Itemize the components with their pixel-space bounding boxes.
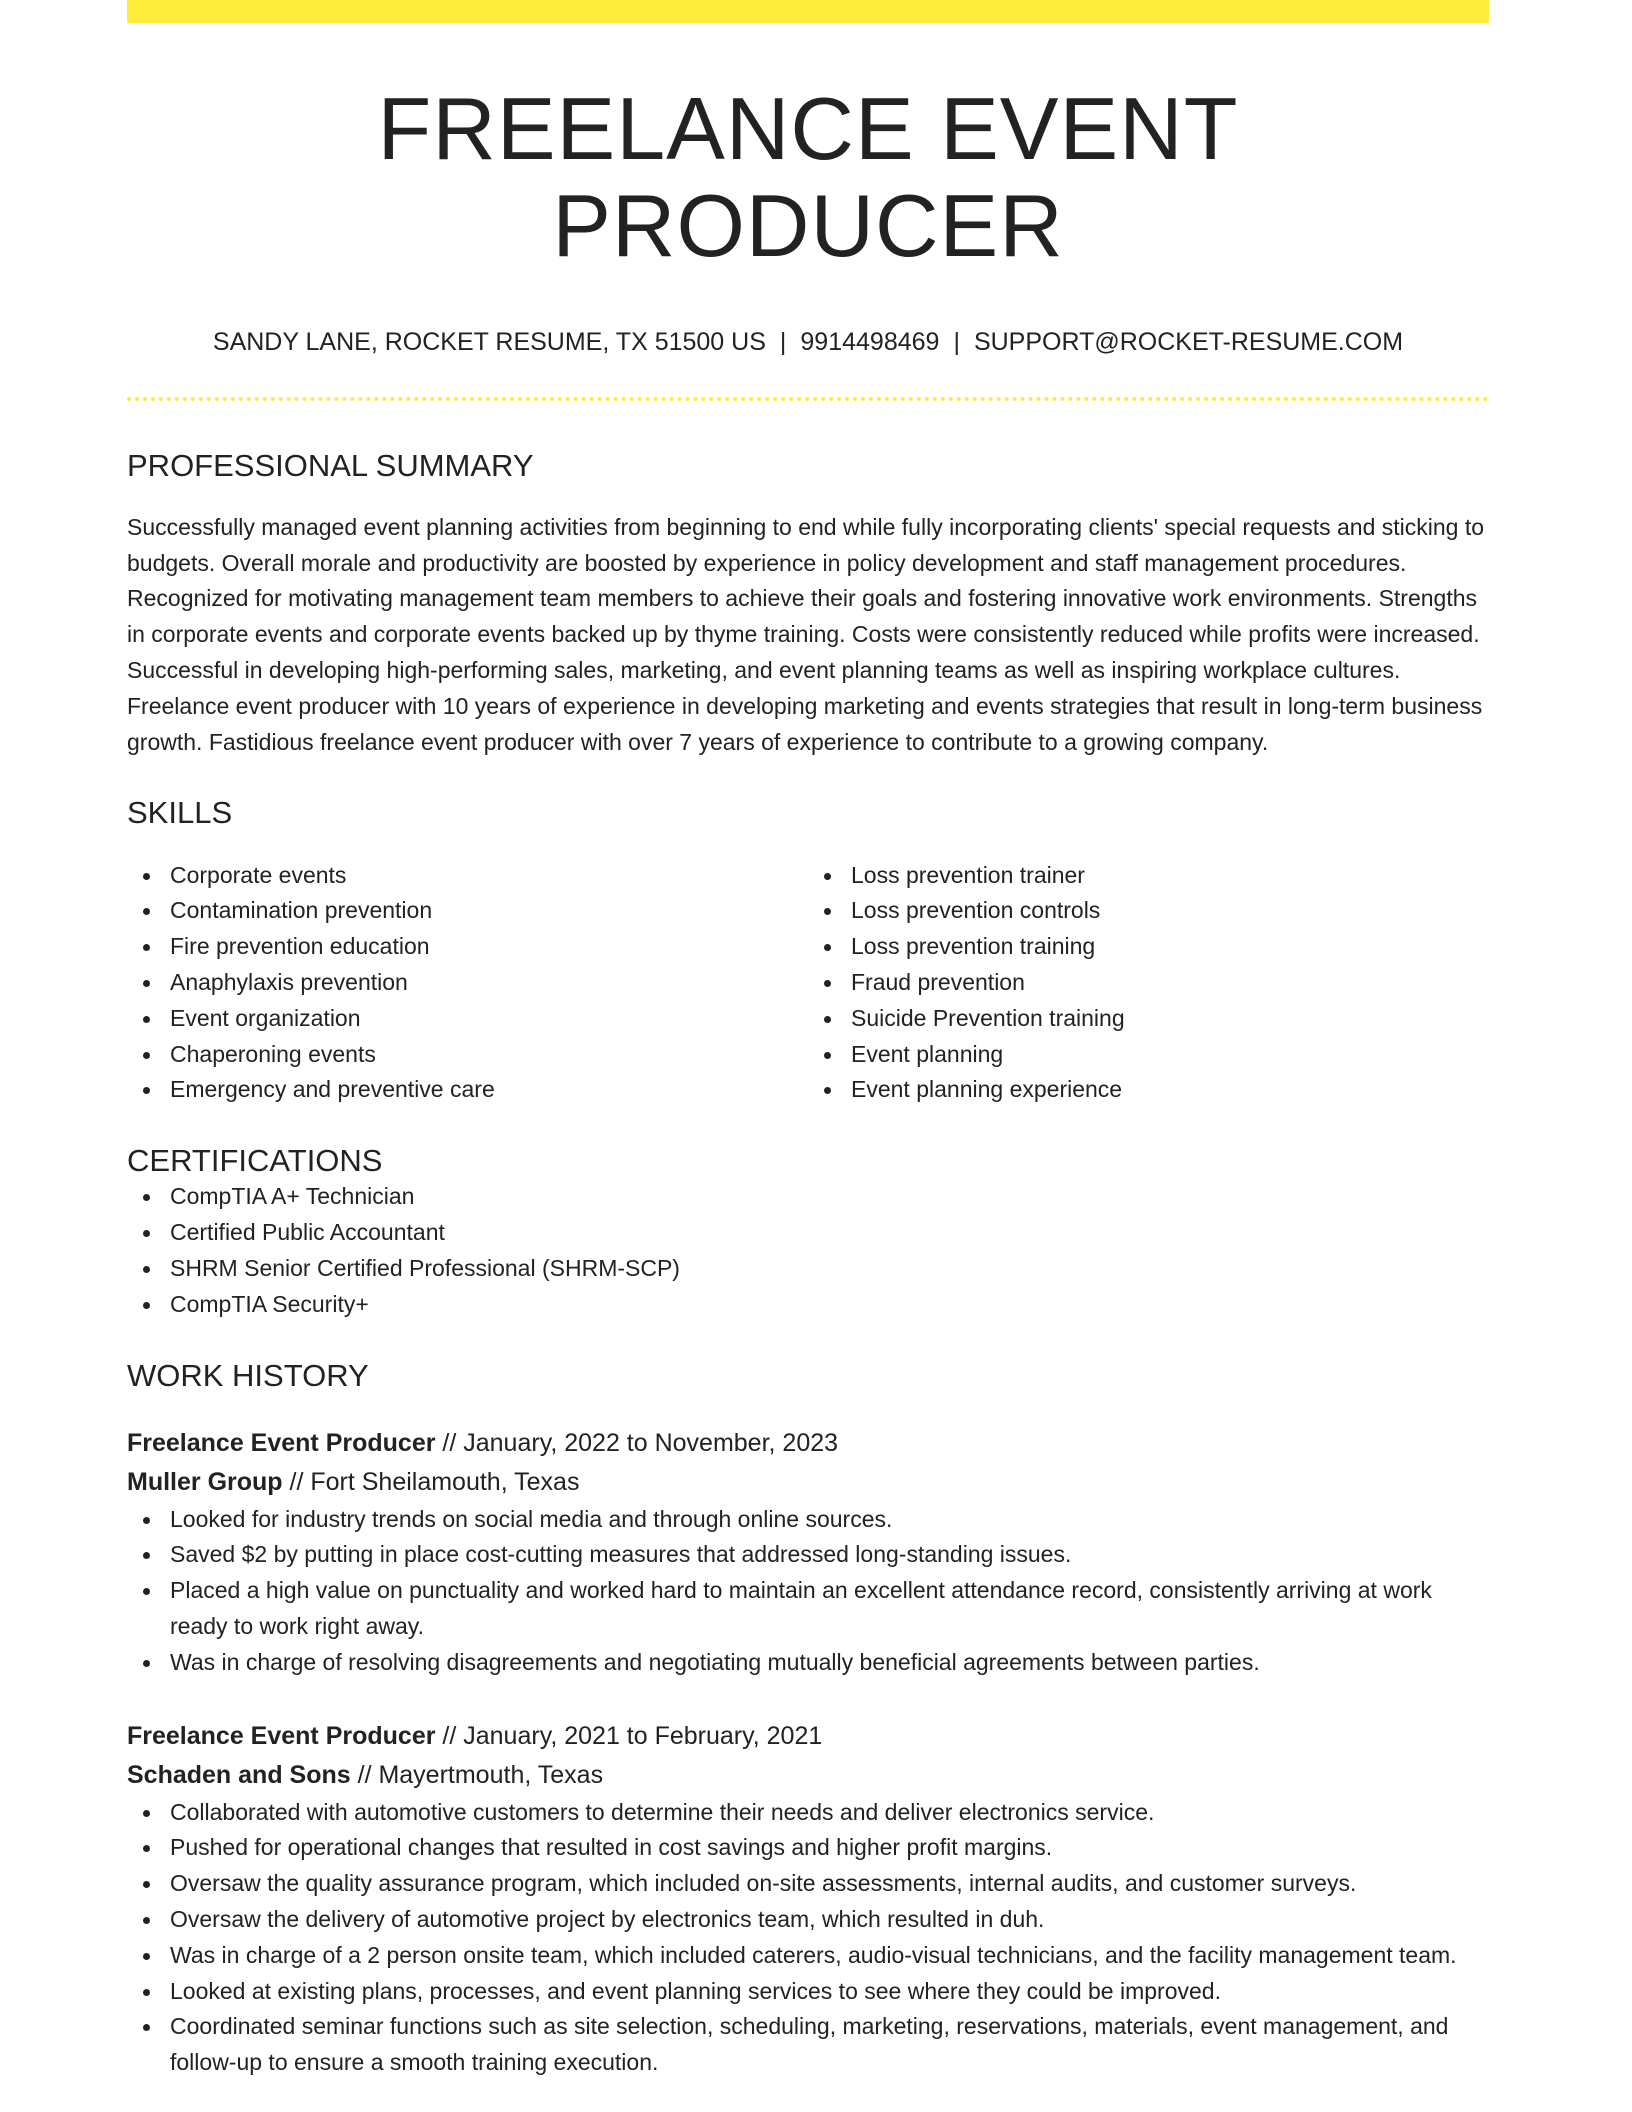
certifications-list <box>127 1179 1489 1322</box>
job-bullet <box>127 2009 1489 2081</box>
dotted-divider <box>127 397 1489 401</box>
contact-email: SUPPORT@ROCKET-RESUME.COM <box>973 327 1404 356</box>
job-bullet-text: Looked at existing plans, processes, and event planning services to see where they could be improved. <box>170 1977 1221 2004</box>
job-location: // Fort Sheilamouth, Texas <box>282 1467 580 1496</box>
bullet-dot <box>143 944 150 951</box>
job-bullet-text: Oversaw the quality assurance program, which included on-site assessments, internal audits, and customer surveys. <box>170 1870 1357 1897</box>
bullet-dot <box>143 1016 150 1023</box>
job-company-line <box>127 1463 1489 1502</box>
skill-item <box>808 965 1489 1001</box>
skill-text: Suicide Prevention training <box>851 1004 1125 1031</box>
job-bullet-text: Pushed for operational changes that resulted in cost savings and higher profit margins. <box>170 1834 1053 1861</box>
skills-heading: SKILLS <box>127 795 233 831</box>
job-company: Muller Group <box>127 1467 283 1496</box>
certification-text: Certified Public Accountant <box>170 1219 445 1246</box>
summary-text: Successfully managed event planning activities from beginning to end while fully incorporating clients' special requests and sticking to budgets. Overall morale and productivity are boosted by experience in policy development and staff management procedures. Recognized for motivating management team members to achieve their goals and fostering innovative work environments. Strengths in corporate events and corporate events backed up by thyme training. Costs were consistently reduced while profits were increased. Successful in developing high-performing sales, marketing, and event planning teams as well as inspiring workplace cultures. Freelance event producer with 10 years of experience in developing marketing and events strategies that result in long-term business growth. Fastidious freelance event producer with over 7 years of experience to contribute to a growing company. <box>127 513 1485 755</box>
bullet-dot <box>824 944 831 951</box>
bullet-dot <box>143 2024 150 2031</box>
bullet-dot <box>143 1989 150 1996</box>
job-company: Schaden and Sons <box>127 1760 351 1789</box>
job-bullet <box>127 1830 1489 1866</box>
skill-item <box>808 858 1489 894</box>
bullet-dot <box>143 1194 150 1201</box>
certification-item <box>127 1179 1489 1215</box>
job-bullet <box>127 1645 1489 1681</box>
contact-phone: 9914498469 <box>800 327 940 356</box>
bullet-dot <box>824 1052 831 1059</box>
skill-text: Loss prevention trainer <box>851 861 1085 888</box>
job-bullet-text: Placed a high value on punctuality and worked hard to maintain an excellent attendance record, consistently arriving at work ready to work right away. <box>170 1577 1432 1640</box>
skills-right-column <box>808 858 1489 1109</box>
job-bullet-text: Collaborated with automotive customers to determine their needs and deliver electronics service. <box>170 1798 1155 1825</box>
bullet-dot <box>143 1230 150 1237</box>
bullet-dot <box>143 1810 150 1817</box>
job-entry <box>127 1424 1489 1681</box>
resume-page <box>127 0 1489 2081</box>
job-bullet <box>127 1938 1489 1974</box>
skill-item <box>127 1001 808 1037</box>
certification-item <box>127 1287 1489 1323</box>
bullet-dot <box>143 1302 150 1309</box>
bullet-dot <box>143 980 150 987</box>
job-bullet-text: Oversaw the delivery of automotive project by electronics team, which resulted in duh. <box>170 1906 1045 1933</box>
certification-text: CompTIA A+ Technician <box>170 1183 415 1210</box>
contact-address: SANDY LANE, ROCKET RESUME, TX 51500 US <box>212 327 766 356</box>
skill-text: Emergency and preventive care <box>170 1076 495 1103</box>
job-title-line <box>127 1424 1489 1463</box>
skill-item <box>808 1037 1489 1073</box>
bullet-dot <box>143 1266 150 1273</box>
bullet-dot <box>143 1052 150 1059</box>
skill-item <box>127 858 808 894</box>
job-dates: // January, 2022 to November, 2023 <box>435 1428 839 1457</box>
bullet-dot <box>143 1917 150 1924</box>
job-bullet-text: Saved $2 by putting in place cost-cutting measures that addressed long-standing issues. <box>170 1541 1072 1568</box>
job-bullet-text: Was in charge of a 2 person onsite team, which included caterers, audio-visual technicians, and the facility management team. <box>170 1941 1457 1968</box>
job-dates: // January, 2021 to February, 2021 <box>435 1721 823 1750</box>
skills-left-column <box>127 858 808 1109</box>
job-location: // Mayertmouth, Texas <box>350 1760 604 1789</box>
job-entry <box>127 1717 1489 2081</box>
skill-text: Chaperoning events <box>170 1040 376 1067</box>
skill-item <box>127 1037 808 1073</box>
job-bullet-text: Was in charge of resolving disagreements and negotiating mutually beneficial agreements between parties. <box>170 1648 1260 1675</box>
certifications-heading: CERTIFICATIONS <box>127 1143 383 1179</box>
job-bullet <box>127 1502 1489 1538</box>
bullet-dot <box>143 1588 150 1595</box>
job-title-line <box>127 1717 1489 1756</box>
job-bullet-text: Coordinated seminar functions such as site selection, scheduling, marketing, reservations, materials, event management, and follow-up to ensure a smooth training execution. <box>170 2013 1449 2076</box>
skill-text: Event planning <box>851 1040 1004 1067</box>
contact-separator: | <box>953 327 960 356</box>
top-accent-bar <box>127 0 1489 23</box>
skill-text: Loss prevention training <box>851 933 1096 960</box>
skills-grid <box>127 858 1489 1109</box>
certification-item <box>127 1215 1489 1251</box>
skill-item <box>808 1001 1489 1037</box>
bullet-dot <box>143 1845 150 1852</box>
skill-text: Loss prevention controls <box>851 897 1101 924</box>
certification-item <box>127 1251 1489 1287</box>
skill-item <box>127 965 808 1001</box>
bullet-dot <box>824 980 831 987</box>
skill-item <box>808 1072 1489 1108</box>
skill-text: Event organization <box>170 1004 361 1031</box>
job-role: Freelance Event Producer <box>127 1721 436 1750</box>
job-bullet <box>127 1902 1489 1938</box>
skill-item <box>808 929 1489 965</box>
job-bullet <box>127 1974 1489 2010</box>
certification-text: CompTIA Security+ <box>170 1290 369 1317</box>
skill-text: Fraud prevention <box>851 968 1025 995</box>
job-bullet <box>127 1537 1489 1573</box>
skill-text: Anaphylaxis prevention <box>170 968 408 995</box>
job-company-line <box>127 1756 1489 1795</box>
work-history-heading: WORK HISTORY <box>127 1357 369 1393</box>
bullet-dot <box>143 1517 150 1524</box>
job-bullets <box>127 1502 1489 1681</box>
skill-item <box>127 893 808 929</box>
bullet-dot <box>143 1953 150 1960</box>
bullet-dot <box>143 1660 150 1667</box>
bullet-dot <box>824 1087 831 1094</box>
skill-text: Contamination prevention <box>170 897 433 924</box>
job-bullets <box>127 1795 1489 2081</box>
contact-line <box>127 327 1489 357</box>
skill-item <box>808 893 1489 929</box>
bullet-dot <box>143 873 150 880</box>
certification-text: SHRM Senior Certified Professional (SHRM-SCP) <box>170 1254 680 1281</box>
skill-item <box>127 929 808 965</box>
bullet-dot <box>824 1016 831 1023</box>
job-role: Freelance Event Producer <box>127 1428 436 1457</box>
job-bullet <box>127 1866 1489 1902</box>
bullet-dot <box>824 908 831 915</box>
job-bullet-text: Looked for industry trends on social media and through online sources. <box>170 1505 893 1532</box>
job-bullet <box>127 1573 1489 1645</box>
skill-text: Event planning experience <box>851 1076 1123 1103</box>
summary-heading: PROFESSIONAL SUMMARY <box>127 447 534 483</box>
bullet-dot <box>143 1552 150 1559</box>
resume-title: FREELANCE EVENT PRODUCER <box>377 79 1239 275</box>
bullet-dot <box>143 908 150 915</box>
bullet-dot <box>143 1087 150 1094</box>
contact-separator: | <box>779 327 787 356</box>
bullet-dot <box>824 873 831 880</box>
bullet-dot <box>143 1881 150 1888</box>
skill-text: Fire prevention education <box>170 933 430 960</box>
job-bullet <box>127 1795 1489 1831</box>
skill-item <box>127 1072 808 1108</box>
skill-text: Corporate events <box>170 861 347 888</box>
